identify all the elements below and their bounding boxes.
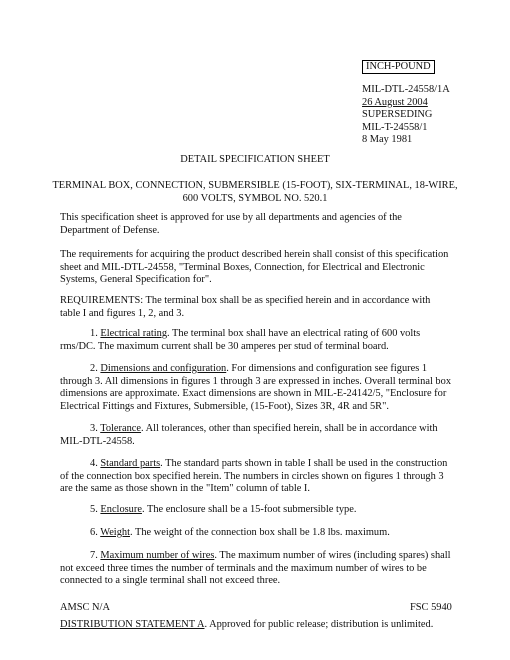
item-7-text	[60, 550, 452, 588]
requirements-text: The requirements for acquiring the product described herein shall consist of this specification sheet and MIL-DTL-24558, "Terminal Boxes, Connection, for Electrical and Electronic Systems, General Specification for".	[60, 249, 449, 286]
item-4-number: 4.	[90, 458, 98, 469]
inch-pound-box: INCH-POUND	[362, 60, 435, 74]
subtitle-line-1: TERMINAL BOX, CONNECTION, SUBMERSIBLE (15-FOOT), SIX-TERMINAL, 18-WIRE,	[52, 180, 458, 191]
document-header	[362, 84, 492, 147]
item-5-text	[60, 504, 452, 517]
item-7-number: 7.	[90, 550, 98, 561]
superseded-doc: MIL-T-24558/1	[362, 121, 428, 133]
distribution-text: . Approved for public release; distribution is unlimited.	[204, 619, 434, 630]
item-3-heading: Tolerance	[100, 423, 142, 434]
item-2-text	[60, 363, 452, 413]
item-1-text	[60, 328, 452, 353]
amsc-label: AMSC N/A	[60, 602, 110, 613]
item-5	[60, 504, 452, 517]
item-3-text	[60, 423, 452, 448]
item-4-body: . The standard parts shown in table I shall be used in the construction of the connection box specified herein. The numbers in circles shown on figures 1 through 3 are the same as those shown in the "Item" column of table I.	[60, 458, 448, 495]
item-7-heading: Maximum number of wires	[100, 550, 215, 561]
requirements-intro-text: REQUIREMENTS: The terminal box shall be as specified herein and in accordance with table I and figures 1, 2, and 3.	[60, 295, 431, 319]
intro-paragraph	[60, 212, 452, 237]
requirements-intro	[60, 295, 452, 320]
page-title: DETAIL SPECIFICATION SHEET	[180, 154, 330, 165]
item-4	[60, 458, 452, 496]
superseding-label: SUPERSEDING	[362, 109, 433, 121]
item-2-body: . For dimensions and configuration see figures 1 through 3. All dimensions in figures 1 through 3 are expressed in inches. Overall terminal box dimensions are approximate. Exact dimensions are shown in MIL-E-24142/5, "Enclosure for Electrical Fittings and Fixtures, Submersible, (15-Foot), Sizes 3R, 4R and 5R".	[60, 363, 452, 412]
subtitle-line-2: 600 VOLTS, SYMBOL NO. 520.1	[182, 192, 328, 204]
item-6-heading: Weight	[100, 527, 130, 538]
doc-number: MIL-DTL-24558/1A	[362, 84, 450, 95]
item-6-text	[60, 527, 452, 540]
item-6	[60, 527, 452, 540]
item-1-body: . The terminal box shall have an electrical rating of 600 volts rms/DC. The maximum current shall be 30 amperes per stud of terminal board.	[60, 328, 421, 352]
requirements-paragraph	[60, 249, 452, 287]
item-2	[60, 363, 452, 413]
item-6-number: 6.	[90, 527, 98, 538]
item-6-body: . The weight of the connection box shall be 1.8 lbs. maximum.	[129, 527, 390, 538]
superseded-date: 8 May 1981	[362, 134, 413, 146]
distribution-statement	[60, 619, 433, 632]
item-7	[60, 550, 452, 588]
item-7-body: . The maximum number of wires (including spares) shall not exceed three times the number of terminals and the maximum number of wires to be connected to a single terminal shall not exceed three.	[60, 550, 451, 587]
item-2-heading: Dimensions and configuration	[100, 363, 227, 374]
page-subtitle	[0, 180, 510, 205]
distribution-label: DISTRIBUTION STATEMENT A	[60, 619, 205, 630]
item-1	[60, 328, 452, 353]
item-3-number: 3.	[90, 423, 98, 434]
item-4-heading: Standard parts	[100, 458, 161, 469]
item-5-heading: Enclosure	[100, 504, 142, 515]
item-5-number: 5.	[90, 504, 98, 515]
item-3-body: . All tolerances, other than specified herein, shall be in accordance with MIL-DTL-24558.	[60, 423, 438, 447]
item-5-body: . The enclosure shall be a 15-foot submersible type.	[141, 504, 357, 515]
intro-text: This specification sheet is approved for use by all departments and agencies of the Department of Defense.	[60, 212, 402, 236]
item-2-number: 2.	[90, 363, 98, 374]
item-4-text	[60, 458, 452, 496]
item-1-number: 1.	[90, 328, 98, 339]
doc-date: 26 August 2004	[362, 96, 428, 108]
item-1-heading: Electrical rating	[100, 328, 168, 339]
item-3	[60, 423, 452, 448]
fsc-label: FSC 5940	[410, 602, 452, 613]
